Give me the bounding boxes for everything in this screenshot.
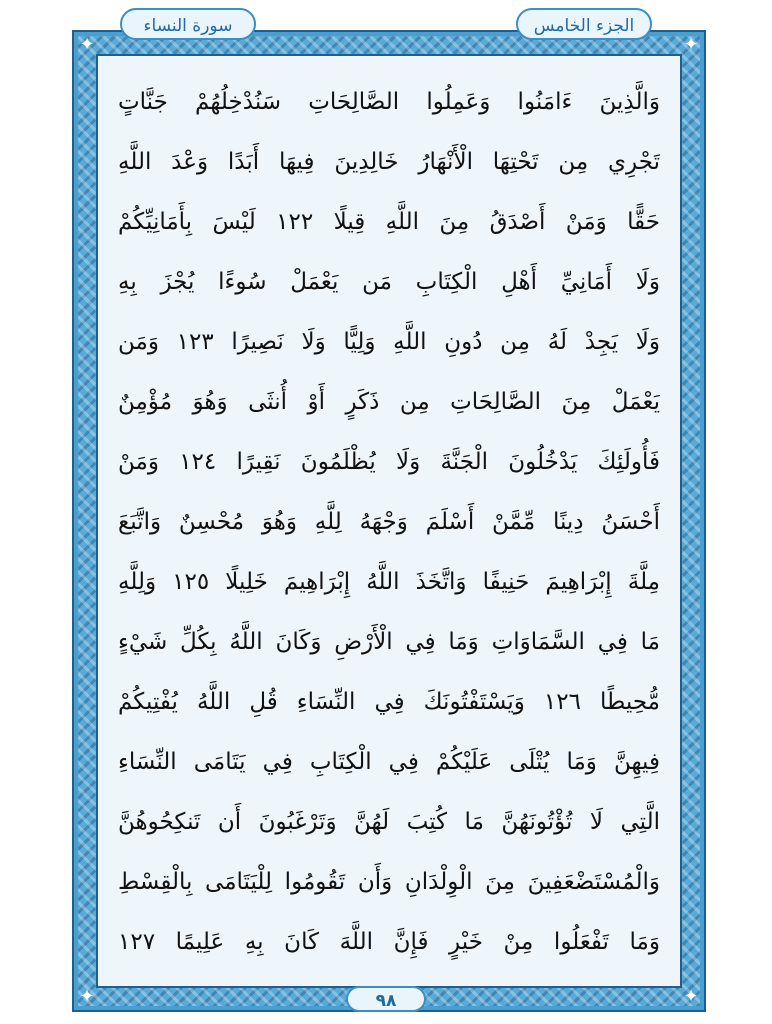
text-line: وَلَا أَمَانِيِّ أَهْلِ الْكِتَابِ مَن يَعْمَلْ سُوءًا يُجْزَ بِهِ xyxy=(118,269,660,295)
corner-ornament-icon: ✦ xyxy=(79,34,95,55)
text-line: أَحْسَنُ دِينًا مِّمَّنْ أَسْلَمَ وَجْهَهُ لِلَّهِ وَهُوَ مُحْسِنٌ وَاتَّبَعَ xyxy=(118,509,660,535)
text-line: مَا فِي السَّمَاوَاتِ وَمَا فِي الْأَرْضِ وَكَانَ اللَّهُ بِكُلِّ شَيْءٍ xyxy=(118,629,660,655)
text-line: وَلَا يَجِدْ لَهُ مِن دُونِ اللَّهِ وَلِيًّا وَلَا نَصِيرًا ١٢٣ وَمَن xyxy=(118,329,660,355)
text-line: فَأُولَئِكَ يَدْخُلُونَ الْجَنَّةَ وَلَا يُظْلَمُونَ نَقِيرًا ١٢٤ وَمَنْ xyxy=(118,449,660,475)
quran-text xyxy=(100,72,678,976)
text-line: وَالْمُسْتَضْعَفِينَ مِنَ الْوِلْدَانِ وَأَن تَقُومُوا لِلْيَتَامَى بِالْقِسْطِ xyxy=(118,869,660,895)
text-line: وَمَا تَفْعَلُوا مِنْ خَيْرٍ فَإِنَّ اللَّهَ كَانَ بِهِ عَلِيمًا ١٢٧ xyxy=(118,929,660,955)
corner-ornament-icon: ✦ xyxy=(683,34,699,55)
text-line: مِلَّةَ إِبْرَاهِيمَ حَنِيفًا وَاتَّخَذَ اللَّهُ إِبْرَاهِيمَ خَلِيلًا ١٢٥ وَلِلَّهِ xyxy=(118,569,660,595)
juz-label: الجزء الخامس xyxy=(516,8,652,40)
page-number: ٩٨ xyxy=(346,986,426,1012)
corner-ornament-icon: ✦ xyxy=(79,986,95,1007)
text-line: تَجْرِي مِن تَحْتِهَا الْأَنْهَارُ خَالِدِينَ فِيهَا أَبَدًا وَعْدَ اللَّهِ xyxy=(118,149,660,175)
text-line: حَقًّا وَمَنْ أَصْدَقُ مِنَ اللَّهِ قِيلًا ١٢٢ لَيْسَ بِأَمَانِيِّكُمْ xyxy=(118,209,660,235)
surah-label: سورة النساء xyxy=(120,8,256,40)
text-line: يَعْمَلْ مِنَ الصَّالِحَاتِ مِن ذَكَرٍ أَوْ أُنثَى وَهُوَ مُؤْمِنٌ xyxy=(118,389,660,415)
corner-ornament-icon: ✦ xyxy=(683,986,699,1007)
text-line: مُّحِيطًا ١٢٦ وَيَسْتَفْتُونَكَ فِي النِّسَاءِ قُلِ اللَّهُ يُفْتِيكُمْ xyxy=(118,689,660,715)
text-line: فِيهِنَّ وَمَا يُتْلَى عَلَيْكُمْ فِي الْكِتَابِ فِي يَتَامَى النِّسَاءِ xyxy=(118,749,660,775)
text-line: وَالَّذِينَ ءَامَنُوا وَعَمِلُوا الصَّالِحَاتِ سَنُدْخِلُهُمْ جَنَّاتٍ xyxy=(118,89,660,115)
text-line: الَّتِي لَا تُؤْتُونَهُنَّ مَا كُتِبَ لَهُنَّ وَتَرْغَبُونَ أَن تَنكِحُوهُنَّ xyxy=(118,809,660,835)
